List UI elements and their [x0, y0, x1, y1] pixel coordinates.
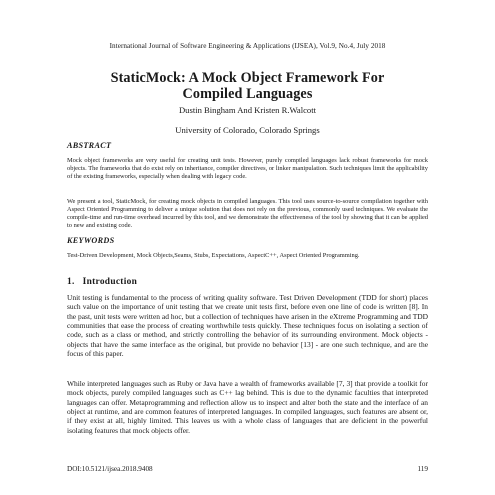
paper-affiliation: University of Colorado, Colorado Springs — [175, 125, 320, 135]
abstract-paragraph-2: We present a tool, StaticMock, for creating mock objects in compiled languages. This tool uses source-to-source compilation together with Aspect Oriented Programming to deliver a unique solution that does not rely on the previous, commonly used techniques. We evaluate the compile-time and run-time overhead incurred by this tool, and we demonstrate the effectiveness of the tool by showing that it can be applied to new and existing code. — [67, 198, 428, 230]
page-number: 119 — [417, 465, 428, 473]
paper-title-line-1: StaticMock: A Mock Object Framework For — [110, 70, 385, 86]
keywords-heading: KEYWORDS — [67, 236, 115, 245]
section-title: Introduction — [82, 277, 138, 287]
section-number: 1. — [67, 277, 75, 287]
paper-title-line-2: Compiled Languages — [182, 86, 313, 102]
abstract-paragraph-1: Mock object frameworks are very useful for creating unit tests. However, purely compiled languages lack robust frameworks for mock objects. The frameworks that do exist rely on inheritance, compiler directives, or linker manipulation. Such techniques limit the applicability of the existing frameworks, especially when dealing with legacy code. — [67, 157, 428, 181]
abstract-heading: ABSTRACT — [67, 141, 112, 150]
introduction-paragraph-1: Unit testing is fundamental to the process of writing quality software. Test Driven Development (TDD for short) places such value on the importance of unit testing that we create unit tests first, before even one line of code is written [8]. In the past, unit tests were written ad hoc, but a collection of techniques have arisen in the eXtreme Programming and TDD communities that ease the process of creating worthwhile tests quickly. These techniques focus on isolating a section of code, such as a class or method, and strictly controlling the behavior of its surrounding environment. Mock objects - objects that have the same interface as the original, but provide no behavior [13] - are one such technique, and are the focus of this paper. — [67, 293, 428, 359]
footer-doi: DOI:10.5121/ijsea.2018.9408 — [67, 465, 153, 473]
journal-header: International Journal of Software Engineering & Applications (IJSEA), Vol.9, No.4, July 2018 — [109, 42, 386, 50]
keywords-text: Test-Driven Development, Mock Objects,Seams, Stubs, Expectations, AspectC++, Aspect Oriented Programming. — [67, 252, 360, 259]
paper-authors: Dustin Bingham And Kristen R.Walcott — [178, 105, 317, 115]
introduction-paragraph-2: While interpreted languages such as Ruby or Java have a wealth of frameworks available [7, 3] that provide a toolkit for mock objects, purely compiled languages such as C++ lag behind. This is due to the dynamic faculties that interpreted languages can offer. Metaprogramming and reflection allow us to inspect and alter both the state and the interface of an object at runtime, and are common features of interpreted languages. In compiled languages, such features are absent or, if they exist at all, highly limited. This leaves us with a whole class of languages that are deficient in the powerful isolating features that mock objects offer. — [67, 379, 428, 435]
introduction-heading — [67, 277, 137, 288]
paper-title — [40, 70, 455, 102]
